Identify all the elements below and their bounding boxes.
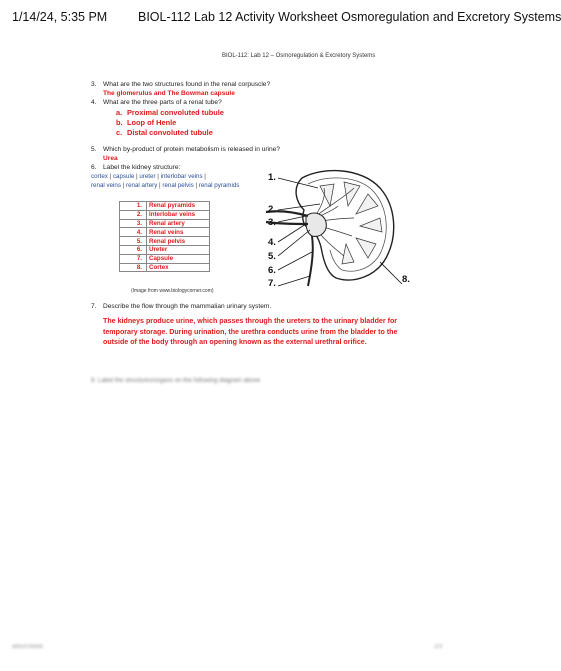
kidney-diagram [262,166,412,288]
question-number: 6. [91,164,97,171]
diagram-label-2: 2. [268,204,276,215]
kidney-illustration [262,166,412,288]
row-number: 8. [120,263,147,272]
table-row [120,219,210,228]
row-number: 2. [120,210,147,219]
term: renal artery [126,182,158,189]
answer-4a [116,108,224,117]
diagram-label-6: 6. [268,265,276,276]
print-header [0,4,561,34]
term: renal pelvis [162,182,194,189]
answer-text: Distal convoluted tubule [127,128,213,137]
row-number: 5. [120,237,147,246]
row-number: 4. [120,228,147,237]
row-number: 3. [120,219,147,228]
diagram-label-3: 3. [268,217,276,228]
row-label: Ureter [147,245,210,254]
question-number: 3. [91,81,97,88]
row-number: 6. [120,245,147,254]
question-text: Which by-product of protein metabolism is released in urine? [103,146,281,153]
kidney-label-answer-table [119,201,210,272]
question-8: 8. Label the structures/organs on the following diagram above [91,377,261,384]
table-row [120,210,210,219]
answer-text: Loop of Henle [127,118,177,127]
answer-text: Proximal convoluted tubule [127,108,224,117]
diagram-label-5: 5. [268,251,276,262]
table-row [120,237,210,246]
term-separator: | [122,182,125,189]
question-number: 7. [91,303,97,310]
row-label: Renal pyramids [147,202,210,211]
term-separator: | [109,173,112,180]
question-text: What are the three parts of a renal tube? [103,99,222,106]
term-separator: | [159,182,161,189]
answer-letter: a. [116,108,123,117]
row-label: Interlobar veins [147,210,210,219]
table-row [120,254,210,263]
answer-3: The glomerulus and The Bowman capsule [103,90,235,97]
print-document-title: BIOL-112 Lab 12 Activity Worksheet Osmoregulation and Excretory Systems [138,10,561,24]
term: ureter [139,173,156,180]
image-caption: (Image from www.biologycorner.com) [131,288,214,294]
term: renal pyramids [198,182,240,189]
print-footer-url: about:blank [12,644,44,650]
diagram-label-8: 8. [402,274,410,285]
row-label: Renal pelvis [147,237,210,246]
table-row [120,228,210,237]
question-number: 5. [91,146,97,153]
term: capsule [112,173,135,180]
question-text: Describe the flow through the mammalian urinary system. [103,303,272,310]
term-separator: | [195,182,198,189]
answer-letter: c. [116,128,123,137]
answer-letter: b. [116,118,123,127]
question-5 [91,146,280,153]
term: cortex [91,173,108,180]
renal-pelvis-shape [306,213,326,236]
answer-4b [116,118,176,127]
diagram-label-7: 7. [268,278,276,289]
question-3 [91,81,270,88]
row-number: 1. [120,202,147,211]
table-row [120,263,210,272]
term-separator: | [136,173,138,180]
term-bank-line-1 [91,173,206,180]
question-text: Label the kidney structure: [103,164,181,171]
row-label: Capsule [147,254,210,263]
ureter-shape [308,236,313,286]
term-separator: | [157,173,159,180]
table-row [120,202,210,211]
row-label: Cortex [147,263,210,272]
print-datetime: 1/14/24, 5:35 PM [12,10,108,24]
question-number: 4. [91,99,97,106]
row-label: Renal artery [147,219,210,228]
table-row [120,245,210,254]
answer-5: Urea [103,155,118,162]
question-7 [91,303,271,310]
answer-4c [116,128,213,137]
running-head: BIOL-112: Lab 12 – Osmoregulation & Excretory Systems [222,53,376,59]
page-cut-blur [103,356,403,368]
print-footer-page: 2/3 [434,644,443,650]
row-number: 7. [120,254,147,263]
row-label: Renal veins [147,228,210,237]
question-text: What are the two structures found in the renal corpuscle? [103,81,271,88]
question-4 [91,99,222,106]
question-6 [91,164,180,171]
term-separator: | [204,173,206,180]
term-bank-line-2 [91,182,239,189]
answer-7: The kidneys produce urine, which passes through the ureters to the urinary bladder for temporary storage. During urination, the urethra conducts urine from the bladder to the outside of the body through an opening known as the external urethral orifice. [103,317,398,346]
diagram-label-1: 1. [268,172,276,183]
term: interlobar veins [160,173,203,180]
diagram-label-4: 4. [268,237,276,248]
term: renal veins [91,182,121,189]
